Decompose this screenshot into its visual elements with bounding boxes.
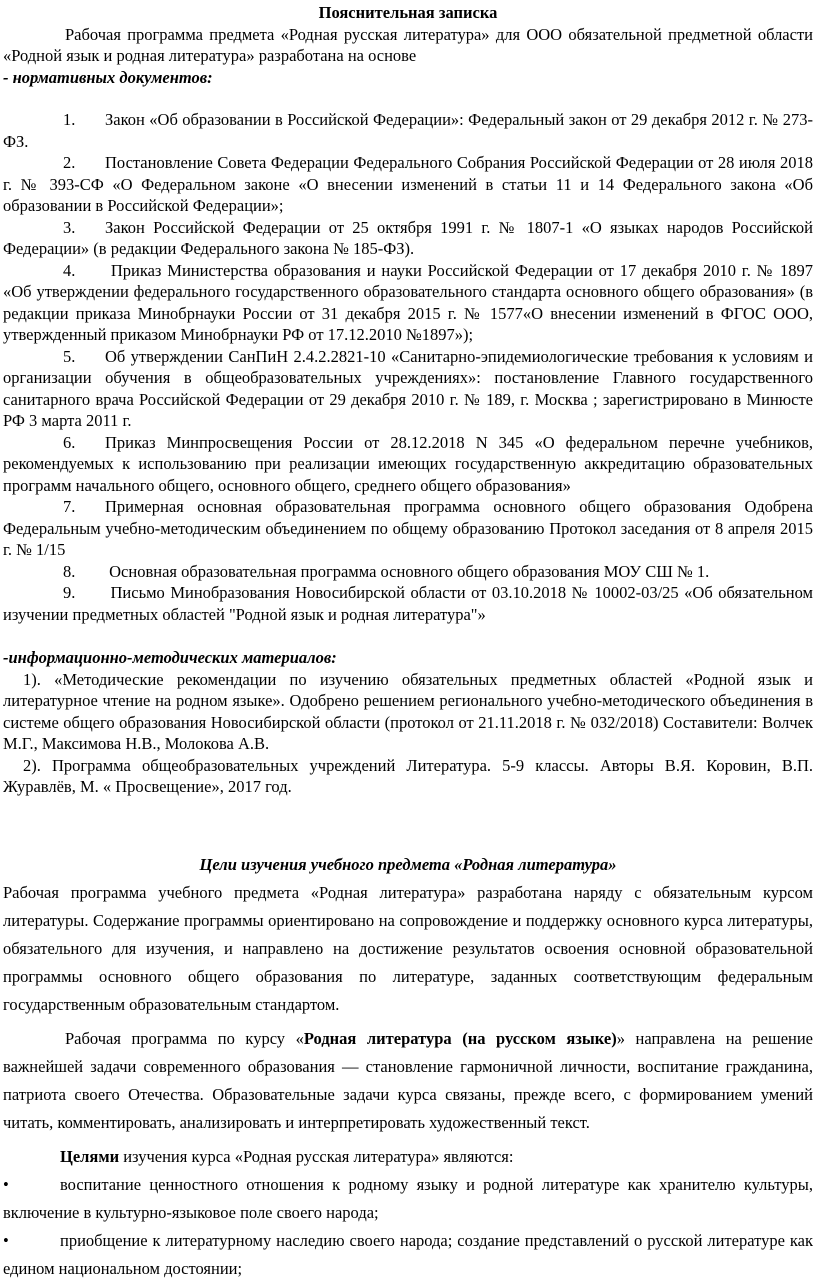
list-item: 2. Постановление Совета Федерации Федерального Собрания Российской Федерации от 28 июля 2018 г. № 393-СФ «О Федеральном законе «О внесении изменений в статьи 11 и 14 Федерального закона «Об образовании в Российской Федерации»; [3, 153, 813, 215]
document-page [3, 0, 813, 1283]
goals-paragraph-2: Рабочая программа по курсу «Родная литература (на русском языке)» направлена на решение важнейшей задачи современного образования — становление гармоничной личности, воспитание гражданина, патриота своего Отечества. Образовательные задачи курса связаны, прежде всего, с формированием умений читать, комментировать, анализировать и интерпретировать художественный текст. [3, 1029, 813, 1132]
normative-list [3, 109, 813, 625]
list-item: 7. Примерная основная образовательная программа основного общего образования Одобрена Федеральным учебно-методическим объединением по общему образованию Протокол заседания от 8 апреля 2015 г. № 1/15 [3, 497, 813, 559]
intro-paragraph: Рабочая программа предмета «Родная русская литература» для ООО обязательной предметной области «Родной язык и родная литература» разработана на основе [3, 24, 813, 65]
list-item: 1). «Методические рекомендации по изучению обязательных предметных областей «Родной язык и литературное чтение на родном языке». Одобрено решением регионального учебно-методического объединения в системе общего образования Новосибирской области (протокол от 21.11.2018 г. № 032/2018) Составители: Волчек М.Г., Максимова Н.В., Молокова А.В. [3, 669, 813, 753]
goals-paragraph-3: Целями изучения курса «Родная русская литература» являются: [60, 1147, 514, 1166]
list-item: 8. Основная образовательная программа основного общего образования МОУ СШ № 1. [63, 561, 710, 581]
list-item: • воспитание ценностного отношения к родному языку и родной литературе как хранителю культуры, включение в культурно-языковое поле своего народа; [3, 1171, 813, 1227]
list-item: 9. Письмо Минобразования Новосибирской области от 03.10.2018 № 10002-03/25 «Об обязательном изучении предметных областей "Родной язык и родная литература"» [3, 583, 813, 624]
page-title: Пояснительная записка [318, 3, 498, 22]
bullet-icon: • [3, 1175, 9, 1194]
list-item: 6. Приказ Минпросвещения России от 28.12.2018 N 345 «О федеральном перечне учебников, рекомендуемых к использованию при реализации имеющих государственную аккредитацию образовательных программ начального общего, основного общего, среднего общего образования» [3, 432, 813, 495]
normative-heading: - нормативных документов: [3, 67, 213, 87]
bullet-icon: • [3, 1231, 9, 1250]
list-item: • приобщение к литературному наследию своего народа; создание представлений о русской литературе как едином национальном достоянии; [3, 1227, 813, 1283]
list-item: 1. Закон «Об образовании в Российской Федерации»: Федеральный закон от 29 декабря 2012 г. № 273-ФЗ. [3, 110, 813, 151]
goals-paragraph-1: Рабочая программа учебного предмета «Родная литература» разработана наряду с обязательным курсом литературы. Содержание программы ориентировано на сопровождение и поддержку основного курса литературы, обязательного для изучения, и направлено на достижение результатов освоения основной образовательной программы основного общего образования по литературе, заданных соответствующим федеральным государственным образовательным стандартом. [3, 883, 813, 1014]
list-item: 2). Программа общеобразовательных учреждений Литература. 5-9 классы. Авторы В.Я. Коровин, В.П. Журавлёв, М. « Просвещение», 2017 год. [3, 755, 813, 796]
info-heading: -информационно-методических материалов: [3, 648, 337, 667]
goals-section [3, 879, 813, 1283]
goals-heading: Цели изучения учебного предмета «Родная литература» [199, 854, 617, 874]
list-item: 3. Закон Российской Федерации от 25 октября 1991 г. № 1807-1 «О языках народов Российской Федерации» (в редакции Федерального закона № 185-ФЗ). [3, 217, 813, 258]
list-item: 5. Об утверждении СанПиН 2.4.2.2821-10 «Санитарно-эпидемиологические требования к условиям и организации обучения в общеобразовательных учреждениях»: постановление Главного государственного санитарного врача Российской Федерации от 29 декабря 2010 г. № 189, г. Москва ; зарегистрировано в Минюсте РФ 3 марта 2011 г. [3, 346, 813, 430]
list-item: 4. Приказ Министерства образования и науки Российской Федерации от 17 декабря 2010 г. № 1897 «Об утверждении федерального государственного образовательного стандарта основного общего образования» (в редакции приказа Минобрнауки России от 31 декабря 2015 г. № 1577«О внесении изменений в ФГОС ООО, утвержденный приказом Минобрнауки РФ от 17.12.2010 №1897»); [3, 260, 813, 344]
